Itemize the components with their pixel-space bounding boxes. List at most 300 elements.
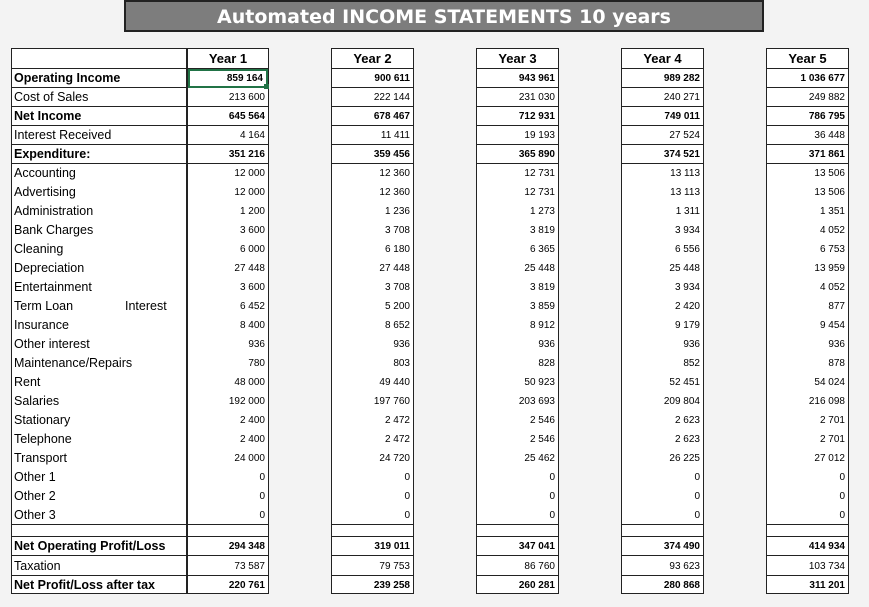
value-cell[interactable]: [188, 335, 268, 354]
value-cell[interactable]: [477, 278, 558, 297]
cell-value: 25 462: [524, 453, 555, 464]
spacer-row[interactable]: [12, 525, 186, 537]
value-cell[interactable]: [767, 221, 848, 240]
cell-value: 27 012: [814, 453, 845, 464]
value-cell[interactable]: [332, 221, 413, 240]
value-cell[interactable]: [767, 164, 848, 183]
cell-value: 6 556: [674, 244, 700, 255]
label-other-2[interactable]: [12, 487, 186, 506]
label-depreciation[interactable]: [12, 259, 186, 278]
cell-value: 260 281: [518, 580, 555, 591]
value-cell[interactable]: [477, 576, 558, 595]
value-cell[interactable]: [188, 449, 268, 468]
value-cell[interactable]: [767, 557, 848, 576]
cell-value: 936: [828, 339, 845, 350]
row-label-text: Other interest: [14, 337, 90, 351]
cell-value: 220 761: [228, 580, 265, 591]
cell-value: 49 440: [379, 377, 410, 388]
row-label-text: Telephone: [14, 432, 72, 446]
label-interest-received[interactable]: [12, 126, 186, 145]
value-cell[interactable]: [767, 430, 848, 449]
cell-value: 4 052: [819, 282, 845, 293]
value-cell[interactable]: [477, 316, 558, 335]
label-entertainment[interactable]: [12, 278, 186, 297]
row-label-text: Interest Received: [14, 128, 112, 142]
cell-value: 1 036 677: [800, 73, 845, 84]
value-cell[interactable]: [767, 335, 848, 354]
value-cell[interactable]: [477, 145, 558, 164]
value-cell[interactable]: [477, 183, 558, 202]
cell-value: 52 451: [669, 377, 700, 388]
value-cell[interactable]: [332, 145, 413, 164]
cell-value: 0: [404, 510, 410, 521]
cell-value: 5 200: [384, 301, 410, 312]
value-cell[interactable]: [477, 240, 558, 259]
value-cell[interactable]: [332, 278, 413, 297]
cell-value: 13 506: [814, 187, 845, 198]
cell-value: 8 652: [384, 320, 410, 331]
value-cell[interactable]: [477, 506, 558, 525]
cell-value: 216 098: [808, 396, 845, 407]
value-cell[interactable]: [622, 392, 703, 411]
cell-value: 0: [259, 472, 265, 483]
value-cell[interactable]: [622, 183, 703, 202]
cell-value: 0: [549, 491, 555, 502]
cell-value: 192 000: [228, 396, 265, 407]
value-cell[interactable]: [767, 506, 848, 525]
value-cell[interactable]: [767, 278, 848, 297]
cell-value: 2 623: [674, 434, 700, 445]
value-cell[interactable]: [188, 430, 268, 449]
label-insurance[interactable]: [12, 316, 186, 335]
value-cell[interactable]: [332, 69, 413, 88]
cell-value: 878: [828, 358, 845, 369]
cell-value: 73 587: [234, 561, 265, 572]
label-bank-charges[interactable]: [12, 221, 186, 240]
value-cell[interactable]: [332, 487, 413, 506]
value-cell[interactable]: [332, 576, 413, 595]
value-cell[interactable]: [332, 202, 413, 221]
cell-value: 48 000: [234, 377, 265, 388]
value-cell[interactable]: [188, 525, 268, 537]
value-cell[interactable]: [332, 392, 413, 411]
value-cell[interactable]: [188, 221, 268, 240]
row-label-text: Net Profit/Loss after tax: [14, 578, 156, 592]
label-operating-income[interactable]: [12, 69, 186, 88]
value-cell[interactable]: [477, 297, 558, 316]
cell-value: 6 753: [819, 244, 845, 255]
value-cell[interactable]: [622, 145, 703, 164]
value-cell[interactable]: [188, 411, 268, 430]
labels-column: [11, 48, 187, 594]
value-cell[interactable]: [767, 487, 848, 506]
value-cell[interactable]: [767, 468, 848, 487]
value-cell[interactable]: [622, 411, 703, 430]
cell-value: 828: [538, 358, 555, 369]
value-cell[interactable]: [332, 430, 413, 449]
value-cell[interactable]: [477, 392, 558, 411]
label-maintenance-repairs[interactable]: [12, 354, 186, 373]
cell-value: 3 859: [529, 301, 555, 312]
value-cell[interactable]: [188, 183, 268, 202]
value-cell[interactable]: [188, 506, 268, 525]
year-1-column: [187, 48, 269, 594]
label-stationary[interactable]: [12, 411, 186, 430]
value-cell[interactable]: [767, 240, 848, 259]
cell-value: 2 701: [819, 434, 845, 445]
cell-value: 1 236: [384, 206, 410, 217]
row-label-text: Net Income: [14, 109, 82, 123]
value-cell[interactable]: [767, 449, 848, 468]
cell-value: 347 041: [518, 541, 555, 552]
row-label-text: Bank Charges: [14, 223, 94, 237]
value-cell[interactable]: [622, 88, 703, 107]
cell-value: 103 734: [808, 561, 845, 572]
value-cell[interactable]: [188, 145, 268, 164]
value-cell[interactable]: [188, 373, 268, 392]
cell-value: 936: [248, 339, 265, 350]
cell-value: 12 000: [234, 187, 265, 198]
cell-value: 9 179: [674, 320, 700, 331]
row-label-text: Maintenance/Repairs: [14, 356, 133, 370]
label-cleaning[interactable]: [12, 240, 186, 259]
cell-value: 25 448: [524, 263, 555, 274]
value-cell[interactable]: [332, 354, 413, 373]
value-cell[interactable]: [767, 69, 848, 88]
value-cell[interactable]: [477, 335, 558, 354]
value-cell[interactable]: [767, 392, 848, 411]
cell-value: 12 000: [234, 168, 265, 179]
value-cell[interactable]: [332, 557, 413, 576]
row-label-text: Entertainment: [14, 280, 92, 294]
year-4-header[interactable]: Year 4: [622, 49, 703, 69]
year-3-header[interactable]: Year 3: [477, 49, 558, 69]
label-telephone[interactable]: [12, 430, 186, 449]
sheet-title: Automated INCOME STATEMENTS 10 years: [124, 0, 764, 32]
row-label-text: Other 2: [14, 489, 56, 503]
cell-value: 12 360: [379, 168, 410, 179]
label-other-3[interactable]: [12, 506, 186, 525]
value-cell[interactable]: [477, 449, 558, 468]
value-cell[interactable]: [622, 557, 703, 576]
value-cell[interactable]: [622, 430, 703, 449]
value-cell[interactable]: [767, 88, 848, 107]
value-cell[interactable]: [622, 316, 703, 335]
cell-value: 93 623: [669, 561, 700, 572]
cell-value: 678 467: [373, 111, 410, 122]
value-cell[interactable]: [188, 468, 268, 487]
cell-value: 936: [538, 339, 555, 350]
value-cell[interactable]: [332, 183, 413, 202]
label-expenditure[interactable]: [12, 145, 186, 164]
cell-value: 2 472: [384, 434, 410, 445]
year-1-header[interactable]: Year 1: [188, 49, 268, 69]
value-cell[interactable]: [332, 373, 413, 392]
cell-value: 351 216: [228, 149, 265, 160]
value-cell[interactable]: [477, 69, 558, 88]
cell-value: 0: [404, 472, 410, 483]
row-label-text: Cost of Sales: [14, 90, 89, 104]
cell-value: 13 959: [814, 263, 845, 274]
row-label-text: Taxation: [14, 559, 61, 573]
value-cell[interactable]: [767, 259, 848, 278]
cell-value: 13 113: [670, 168, 700, 179]
value-cell[interactable]: [622, 487, 703, 506]
value-cell[interactable]: [477, 88, 558, 107]
value-cell[interactable]: [477, 468, 558, 487]
cell-value: 3 708: [384, 225, 410, 236]
cell-value: 54 024: [814, 377, 845, 388]
value-cell[interactable]: [332, 525, 413, 537]
cell-value: 859 164: [226, 73, 263, 84]
cell-value: 803: [393, 358, 410, 369]
value-cell[interactable]: [622, 107, 703, 126]
cell-value: 203 693: [518, 396, 555, 407]
cell-value: 3 600: [239, 282, 265, 293]
value-cell[interactable]: [188, 297, 268, 316]
value-cell[interactable]: [767, 126, 848, 145]
row-label-text: Administration: [14, 204, 94, 218]
cell-value: 50 923: [524, 377, 555, 388]
value-cell[interactable]: [332, 259, 413, 278]
label-other-1[interactable]: [12, 468, 186, 487]
value-cell[interactable]: [188, 537, 268, 556]
value-cell[interactable]: [477, 430, 558, 449]
cell-value: 24 720: [379, 453, 410, 464]
year-2-column: [331, 48, 414, 594]
cell-value: 0: [694, 472, 700, 483]
value-cell[interactable]: [477, 221, 558, 240]
row-label-text: Expenditure:: [14, 147, 91, 161]
row-label-text: Net Operating Profit/Loss: [14, 539, 166, 553]
value-cell[interactable]: [477, 354, 558, 373]
cell-value: 1 311: [675, 206, 700, 217]
value-cell[interactable]: [332, 335, 413, 354]
cell-value: 27 448: [234, 263, 265, 274]
year-5-header[interactable]: Year 5: [767, 49, 848, 69]
value-cell[interactable]: [622, 221, 703, 240]
value-cell[interactable]: [622, 373, 703, 392]
cell-value: 6 452: [239, 301, 265, 312]
value-cell[interactable]: [767, 537, 848, 556]
value-cell[interactable]: [622, 335, 703, 354]
value-cell[interactable]: [477, 202, 558, 221]
value-cell[interactable]: [188, 278, 268, 297]
cell-value: 3 934: [674, 282, 700, 293]
value-cell[interactable]: [622, 202, 703, 221]
cell-value: 6 000: [239, 244, 265, 255]
cell-value: 936: [683, 339, 700, 350]
cell-value: 222 144: [373, 92, 410, 103]
value-cell[interactable]: [477, 126, 558, 145]
value-cell[interactable]: [622, 69, 703, 88]
cell-value: 311 201: [809, 580, 845, 591]
value-cell[interactable]: [477, 537, 558, 556]
value-cell[interactable]: [332, 537, 413, 556]
cell-value: 213 600: [228, 92, 265, 103]
value-cell[interactable]: [188, 576, 268, 595]
value-cell[interactable]: [332, 297, 413, 316]
value-cell[interactable]: [332, 411, 413, 430]
label-transport[interactable]: [12, 449, 186, 468]
cell-value: 27 448: [379, 263, 410, 274]
label-advertising[interactable]: [12, 183, 186, 202]
value-cell[interactable]: [477, 259, 558, 278]
cell-value: 1 273: [529, 206, 555, 217]
value-cell[interactable]: [622, 259, 703, 278]
cell-value: 197 760: [373, 396, 410, 407]
label-administration[interactable]: [12, 202, 186, 221]
year-2-header[interactable]: Year 2: [332, 49, 413, 69]
label-salaries[interactable]: [12, 392, 186, 411]
value-cell[interactable]: [332, 107, 413, 126]
year-5-column: [766, 48, 849, 594]
cell-value: 0: [404, 491, 410, 502]
cell-value: 13 506: [814, 168, 845, 179]
cell-value: 359 456: [373, 149, 410, 160]
value-cell[interactable]: [188, 557, 268, 576]
value-cell[interactable]: [767, 107, 848, 126]
label-net-operating-profit-loss[interactable]: [12, 537, 186, 556]
value-cell[interactable]: [767, 183, 848, 202]
value-cell[interactable]: [622, 506, 703, 525]
cell-value: 27 524: [669, 130, 700, 141]
label-term-loan[interactable]: [12, 297, 186, 316]
cell-value: 25 448: [669, 263, 700, 274]
label-net-profit-loss-after-tax[interactable]: [12, 576, 186, 595]
label-accounting[interactable]: [12, 164, 186, 183]
value-cell[interactable]: [477, 373, 558, 392]
value-cell[interactable]: [767, 373, 848, 392]
cell-value: 1 351: [819, 206, 845, 217]
value-cell[interactable]: [332, 240, 413, 259]
value-cell[interactable]: [622, 297, 703, 316]
cell-value: 371 861: [808, 149, 845, 160]
cell-value: 645 564: [228, 111, 265, 122]
row-label-text: Transport: [14, 451, 68, 465]
value-cell[interactable]: [767, 316, 848, 335]
label-taxation[interactable]: [12, 557, 186, 576]
value-cell[interactable]: [622, 537, 703, 556]
value-cell[interactable]: [477, 107, 558, 126]
value-cell[interactable]: [188, 354, 268, 373]
year-3-column: [476, 48, 559, 594]
value-cell[interactable]: [767, 525, 848, 537]
value-cell[interactable]: [477, 411, 558, 430]
value-cell[interactable]: [188, 107, 268, 126]
cell-value: 749 011: [664, 111, 700, 122]
cell-value: 0: [259, 491, 265, 502]
value-cell[interactable]: [332, 506, 413, 525]
value-cell[interactable]: [477, 164, 558, 183]
cell-value: 9 454: [819, 320, 845, 331]
cell-value: 0: [839, 510, 845, 521]
labels-header: [12, 49, 186, 69]
value-cell[interactable]: [622, 278, 703, 297]
cell-value: 936: [393, 339, 410, 350]
value-cell[interactable]: [332, 164, 413, 183]
value-cell[interactable]: [622, 354, 703, 373]
value-cell[interactable]: [767, 297, 848, 316]
cell-value: 2 472: [384, 415, 410, 426]
value-cell[interactable]: [622, 126, 703, 145]
value-cell[interactable]: [188, 88, 268, 107]
label-other-interest[interactable]: [12, 335, 186, 354]
cell-value: 4 052: [819, 225, 845, 236]
cell-value: 6 180: [384, 244, 410, 255]
label-cost-of-sales[interactable]: [12, 88, 186, 107]
row-label-text: Term Loan: [14, 299, 74, 313]
value-cell[interactable]: [477, 487, 558, 506]
value-cell[interactable]: [622, 576, 703, 595]
cell-value: 374 521: [663, 149, 700, 160]
value-cell[interactable]: [622, 468, 703, 487]
row-label-text: Other 1: [14, 470, 56, 484]
value-cell[interactable]: [767, 202, 848, 221]
value-cell[interactable]: [622, 449, 703, 468]
cell-value: 3 819: [529, 282, 555, 293]
cell-value: 294 348: [228, 541, 265, 552]
value-cell[interactable]: [188, 259, 268, 278]
value-cell[interactable]: [767, 576, 848, 595]
value-cell[interactable]: [477, 557, 558, 576]
value-cell[interactable]: [767, 354, 848, 373]
value-cell[interactable]: [767, 145, 848, 164]
cell-value: 3 600: [239, 225, 265, 236]
cell-value: 12 731: [524, 168, 555, 179]
value-cell[interactable]: [188, 392, 268, 411]
cell-value: 86 760: [524, 561, 555, 572]
value-cell[interactable]: [188, 202, 268, 221]
cell-value: 231 030: [518, 92, 555, 103]
value-cell[interactable]: [188, 316, 268, 335]
value-cell[interactable]: [332, 316, 413, 335]
label-rent[interactable]: [12, 373, 186, 392]
value-cell[interactable]: [622, 525, 703, 537]
cell-value: 239 258: [373, 580, 410, 591]
cell-value: 2 400: [239, 415, 265, 426]
value-cell[interactable]: [188, 240, 268, 259]
cell-value: 414 934: [808, 541, 845, 552]
cell-value: 943 961: [518, 73, 555, 84]
label-net-income[interactable]: [12, 107, 186, 126]
value-cell[interactable]: [332, 126, 413, 145]
cell-value: 0: [549, 472, 555, 483]
cell-value: 374 490: [663, 541, 700, 552]
cell-value: 2 400: [239, 434, 265, 445]
value-cell[interactable]: [622, 164, 703, 183]
selected-cell[interactable]: [188, 69, 268, 88]
value-cell[interactable]: [188, 126, 268, 145]
row-label-text: Rent: [14, 375, 41, 389]
cell-value: 3 708: [384, 282, 410, 293]
cell-value: 8 400: [239, 320, 265, 331]
cell-value: 319 011: [374, 541, 410, 552]
row-sublabel-text: Interest: [125, 299, 167, 313]
row-label-text: Other 3: [14, 508, 56, 522]
value-cell[interactable]: [332, 88, 413, 107]
value-cell[interactable]: [767, 411, 848, 430]
cell-value: 0: [259, 510, 265, 521]
value-cell[interactable]: [188, 164, 268, 183]
value-cell[interactable]: [188, 487, 268, 506]
value-cell[interactable]: [477, 525, 558, 537]
value-cell[interactable]: [332, 468, 413, 487]
cell-value: 2 546: [529, 434, 555, 445]
cell-value: 240 271: [663, 92, 700, 103]
value-cell[interactable]: [332, 449, 413, 468]
value-cell[interactable]: [622, 240, 703, 259]
